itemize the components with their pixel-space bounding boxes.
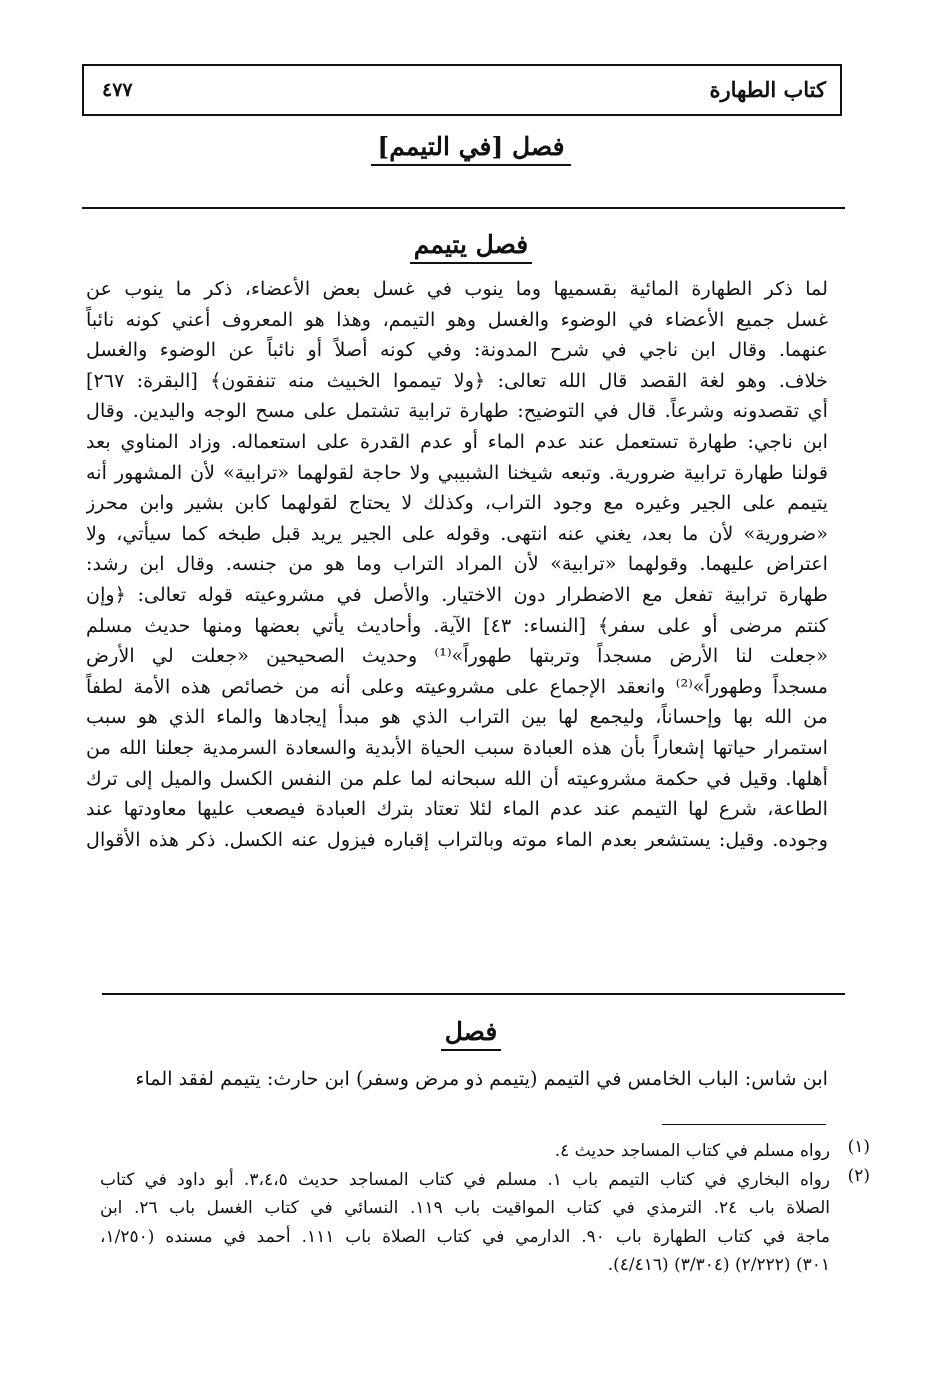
footnote-line: رواه مسلم في كتاب المساجد حديث ٤. [554,1141,830,1161]
text-line: اعتراض عليهما. وقولهما «ترابية» لأن المراد التراب وما هو من جنسه. وقال ابن رشد: [86,552,828,576]
chapter-heading [0,132,942,161]
text-line: عنهما. وقال ابن ناجي في شرح المدونة: وفي كونه أصلاً أو نائباً عن الوضوء والغسل [86,338,828,362]
section-divider [102,993,845,995]
text-line: ابن ناجي: طهارة تستعمل عند عدم الماء أو عدم القدرة على استعماله. وزاد المناوي بعد [86,429,828,453]
footnote-number: (٢) [847,1165,870,1186]
footnote-line: الصلاة باب ٢٤. الترمذي في كتاب المواقيت باب ١١٩. النسائي في كتاب الغسل باب ٢٦. ابن [100,1198,830,1219]
text-line: استمرار حياتها إشعاراً بأن هذه العبادة سبب الحياة الأبدية والسعادة السرمدية جعلنا الله من [86,735,828,759]
text-line: ابن شاس: الباب الخامس في التيمم (يتيمم ذو مرض وسفر) ابن حارث: يتيمم لفقد الماء [135,1067,828,1090]
page-number: ٤٧٧ [102,79,133,101]
section-divider [82,207,845,209]
footnote-line: ٣٠١) (٢/٢٢٢) (٣/٣٠٤) (٤/٤١٦). [607,1255,830,1276]
section1-heading-text: فصل يتيمم [410,230,532,264]
footnote-separator [662,1124,826,1125]
text-line: طهارة ترابية تفعل مع الاضطرار دون الاختيار. والأصل في مشروعيته قوله تعالى: ﴿وإن [86,582,828,606]
text-line: غسل جميع الأعضاء في الوضوء والغسل وهو التيمم، وهذا هو المعروف أعني كونه نائباً [86,307,828,331]
footnote-line: ماجة في كتاب الطهارة باب ٩٠. الدارمي في كتاب الصلاة باب ١١١. أحمد في مسنده (١/٢٥٠، [100,1226,830,1247]
footnote [100,1137,870,1166]
section2-heading-text: فصل [441,1017,502,1051]
header-title: كتاب الطهارة [709,77,826,102]
text-line: من الله بها وإحساناً، وليجمع لها بين التراب الذي هو مبدأ إيجادها والماء الذي هو سبب [86,705,828,729]
text-line: أهلها. وقيل في حكمة مشروعيته أن الله سبحانه لما علم من النفس الكسل والميل إلى ترك [86,766,828,790]
text-line: مسجداً وطهوراً»⁽²⁾ وانعقد الإجماع على مشروعيته وعلى أنه من خصائص هذه الأمة لطفاً [86,674,828,698]
text-line: «جعلت لنا الأرض مسجداً وتربتها طهوراً»⁽¹⁾ وحديث الصحيحين «جعلت لي الأرض [86,644,828,668]
text-line: «ضرورية» لأن ما بعد، يغني عنه انتهى. وقوله على الجير يريد قبل طبخه كما سيأتي، ولا [86,521,828,545]
section1-body [86,274,828,855]
section2-heading [0,1017,942,1046]
section1-heading [0,230,942,259]
running-header [82,64,842,116]
text-line: قولنا طهارة ترابية ضرورية. وتبعه شيخنا الشبيبي ولا حاجة لقولهما «ترابية» لأن المشهور أنه [86,460,828,484]
text-line: وجوده. وقيل: يستشعر بعدم الماء موته وبالتراب إقباره فيزول عنه الكسل. ذكر هذه الأقوال [86,827,828,851]
chapter-heading-text: فصل [في التيمم] [371,132,570,166]
text-line: الطاعة، شرع لها التيمم عند عدم الماء لئلا تعتاد بترك العبادة فيصعب عليها معاودتها عند [86,797,828,821]
footnotes [100,1137,870,1280]
text-line: لما ذكر الطهارة المائية بقسميها وما ينوب في غسل بعض الأعضاء، ذكر ما ينوب عن [86,277,828,300]
footnote-line: رواه البخاري في كتاب التيمم باب ١. مسلم في كتاب المساجد حديث ٣،٤،٥. أبو داود في كتاب [100,1169,830,1190]
footnote-number: (١) [847,1137,870,1157]
text-line: خلاف. وهو لغة القصد قال الله تعالى: ﴿ولا تيمموا الخبيث منه تنفقون﴾ [البقرة: ٢٦٧] [86,368,828,392]
text-line: أي تقصدونه وشرعاً. قال في التوضيح: طهارة ترابية تشتمل على مسح الوجه واليدين. وقال [86,399,828,423]
text-line: يتيمم على الجير وغيره مع وجود التراب، وكذلك لا يحتاج لقولهما كابن بشير وابن محرز [86,491,828,515]
section2-body [86,1064,828,1095]
text-line: كنتم مرضى أو على سفر﴾ [النساء: ٤٣] الآية. وأحاديث يأتي بعضها ومنها حديث مسلم [86,613,828,637]
footnote [100,1166,870,1280]
